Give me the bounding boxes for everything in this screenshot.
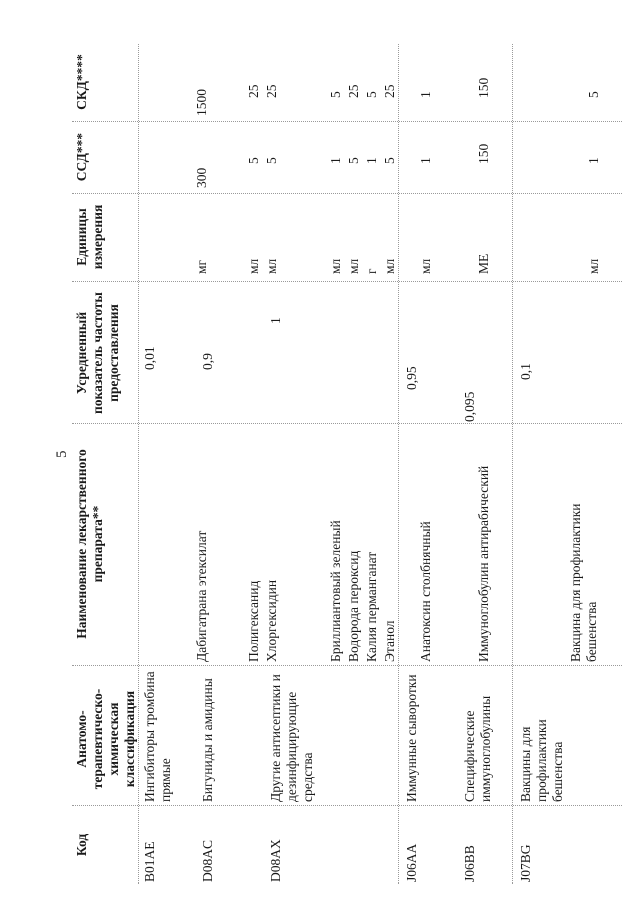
drug-skd: 5 <box>328 91 343 98</box>
drug-skd: 5 <box>586 91 601 98</box>
row-atc: Вакцины для профилактики бешенства <box>518 719 565 802</box>
page-number: 5 <box>54 450 70 458</box>
drug-ssd: 5 <box>264 157 279 164</box>
drug-skd: 25 <box>246 84 261 98</box>
drug-name: Иммуноглобулин антирабический <box>476 465 491 662</box>
grid-line <box>72 665 622 666</box>
row-freq: 0,9 <box>200 353 215 370</box>
drug-unit: мл <box>346 258 361 274</box>
drug-unit: мл <box>418 258 433 274</box>
row-code: J06AA <box>404 843 419 882</box>
drug-skd: 1 <box>418 91 433 98</box>
grid-line <box>72 193 622 194</box>
row-atc: Ингибиторы тромбина прямые <box>142 671 173 802</box>
header-freq: Усредненный показатель частоты предоставления <box>74 292 121 414</box>
drug-ssd: 1 <box>586 157 601 164</box>
drug-name: Анатоксин столбнячный <box>418 521 433 662</box>
grid-line <box>512 44 513 884</box>
row-code: D08AX <box>268 839 283 882</box>
row-atc: Специфические иммуноглобулины <box>462 695 493 802</box>
drug-ssd: 1 <box>418 157 433 164</box>
drug-name: Вакцина для профилактики бешенства <box>568 503 599 662</box>
drug-ssd: 1 <box>328 157 343 164</box>
drug-name: Хлоргексидин <box>264 579 279 662</box>
drug-skd: 25 <box>382 84 397 98</box>
drug-unit: мг <box>194 259 209 274</box>
row-freq: 0,01 <box>142 346 157 370</box>
header-ssd: ССД*** <box>74 132 89 182</box>
row-freq: 0,95 <box>404 366 419 390</box>
drug-name: Этанол <box>382 620 397 662</box>
header-code: Код <box>74 833 89 857</box>
header-drug: Наименование лекарственного препарата** <box>74 449 105 639</box>
drug-skd: 25 <box>264 84 279 98</box>
drug-skd: 5 <box>364 91 379 98</box>
row-code: J06BB <box>462 845 477 882</box>
drug-ssd: 1 <box>364 157 379 164</box>
drug-unit: мл <box>246 258 261 274</box>
drug-skd: 1500 <box>194 89 209 116</box>
drug-ssd: 5 <box>246 157 261 164</box>
row-atc: Другие антисептики и дезинфицирующие средства <box>268 674 315 802</box>
header-unit: Единицы измерения <box>74 204 105 270</box>
row-atc: Иммунные сыворотки <box>404 674 419 802</box>
row-freq: 1 <box>268 317 283 324</box>
drug-table <box>72 4 632 884</box>
drug-name: Полигексанид <box>246 580 261 662</box>
row-atc: Бигуниды и амидины <box>200 678 215 802</box>
row-freq: 0,095 <box>462 391 477 422</box>
drug-ssd: 150 <box>476 143 491 164</box>
grid-line <box>72 121 622 122</box>
drug-unit: МЕ <box>476 253 491 274</box>
grid-line <box>72 281 622 282</box>
drug-name: Водорода пероксид <box>346 550 361 662</box>
row-freq: 0,1 <box>518 363 533 380</box>
grid-line <box>72 423 622 424</box>
drug-skd: 150 <box>476 77 491 98</box>
drug-unit: г <box>364 268 379 274</box>
drug-ssd: 300 <box>194 167 209 188</box>
row-code: D08AC <box>200 839 215 882</box>
drug-ssd: 5 <box>346 157 361 164</box>
row-code: B01AE <box>142 841 157 882</box>
drug-skd: 25 <box>346 84 361 98</box>
row-code: J07BG <box>518 844 533 882</box>
drug-unit: мл <box>586 258 601 274</box>
drug-name: Дабигатрана этексилат <box>194 530 209 662</box>
drug-name: Бриллиантовый зеленый <box>328 520 343 662</box>
drug-unit: мл <box>328 258 343 274</box>
grid-line <box>72 805 622 806</box>
header-atc: Анатомо-терапевтическо-химическая классификация <box>74 688 137 790</box>
drug-unit: мл <box>264 258 279 274</box>
drug-ssd: 5 <box>382 157 397 164</box>
drug-name: Калия перманганат <box>364 551 379 662</box>
grid-line <box>398 44 399 884</box>
grid-line <box>138 44 139 884</box>
header-skd: СКД**** <box>74 54 89 110</box>
drug-unit: мл <box>382 258 397 274</box>
